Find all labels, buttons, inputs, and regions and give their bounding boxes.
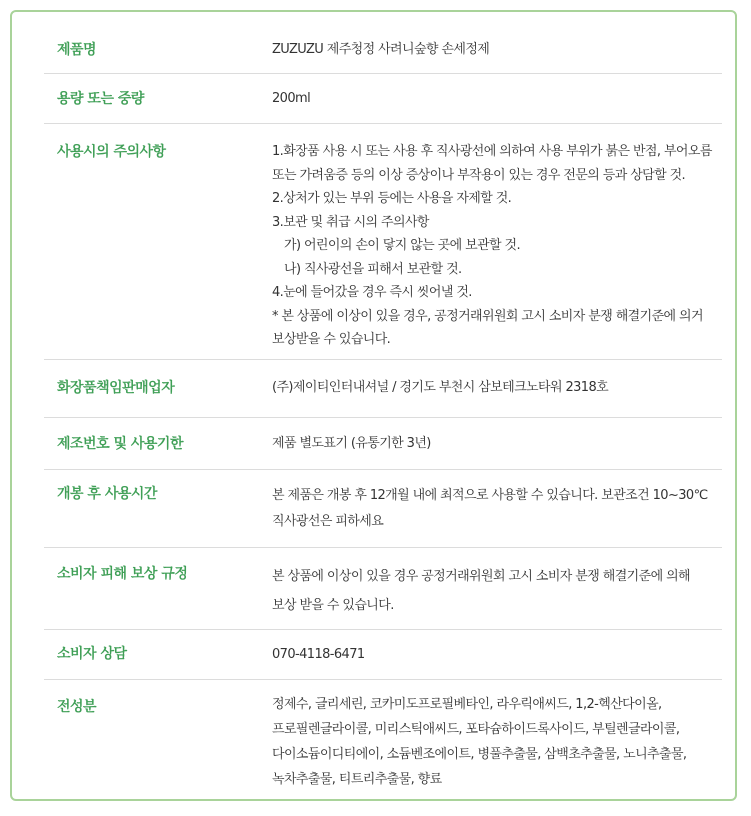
value-line: 프로필렌글라이콜, 미리스틱애씨드, 포타슘하이드록사이드, 부틸렌글라이콜, <box>272 722 680 737</box>
row-value <box>272 562 712 620</box>
row-volume <box>44 74 722 124</box>
value-line: 본 상품에 이상이 있을 경우 공정거래위원회 고시 소비자 분쟁 해결기준에 의해 <box>272 569 690 584</box>
row-label: 전성분 <box>57 699 97 715</box>
value-line: 또는 가려움증 등의 이상 증상이나 부작용이 있는 경우 전문의 등과 상담할 것. <box>272 167 686 183</box>
row-precautions <box>44 124 722 360</box>
row-value <box>272 41 712 59</box>
row-responsible-seller <box>44 360 722 418</box>
value-line: 보상 받을 수 있습니다. <box>272 598 394 613</box>
row-value <box>272 483 712 535</box>
row-label: 소비자 피해 보상 규정 <box>57 566 188 582</box>
value-line: 070-4118-6471 <box>272 647 365 662</box>
value-line: * 본 상품에 이상이 있을 경우, 공정거래위원회 고시 소비자 분쟁 해결기준에 의거 <box>272 308 703 324</box>
product-info-table <box>10 10 737 801</box>
value-line: (주)제이티인터내셔널 / 경기도 부천시 삼보테크노타워 2318호 <box>272 380 609 395</box>
row-product-name <box>44 26 722 74</box>
value-line: 200ml <box>272 91 311 106</box>
row-label: 화장품책임판매업자 <box>57 380 175 396</box>
row-label: 용량 또는 중량 <box>57 91 144 107</box>
row-value <box>272 692 712 792</box>
row-lot-expiry <box>44 418 722 470</box>
value-line: 2.상처가 있는 부위 등에는 사용을 자제할 것. <box>272 191 512 206</box>
value-line: 1.화장품 사용 시 또는 사용 후 직사광선에 의하여 사용 부위가 붉은 반점, 부어오름 <box>272 144 712 159</box>
value-line: 녹차추출물, 티트리추출물, 향료 <box>272 772 442 787</box>
value-line: 나) 직사광선을 피해서 보관할 것. <box>284 261 462 277</box>
row-value <box>272 90 712 108</box>
row-consumer-contact <box>44 630 722 680</box>
row-value <box>272 435 712 453</box>
value-line: 본 제품은 개봉 후 12개월 내에 최적으로 사용할 수 있습니다. 보관조건 10~30℃ <box>272 488 708 503</box>
row-label: 소비자 상담 <box>57 646 127 662</box>
row-label: 제조번호 및 사용기한 <box>57 436 183 452</box>
value-line: ZUZUZU 제주청정 사려니숲향 손세정제 <box>272 42 490 57</box>
row-label: 사용시의 주의사항 <box>57 144 166 160</box>
row-compensation <box>44 548 722 630</box>
row-label: 개봉 후 사용시간 <box>57 486 157 502</box>
value-line: 직사광선은 피하세요 <box>272 514 384 529</box>
value-line: 다이소듐이디티에이, 소듐벤조에이트, 병풀추출물, 삼백초추출물, 노니추출물, <box>272 747 687 762</box>
value-line: 3.보관 및 취급 시의 주의사항 <box>272 214 429 230</box>
value-line: 4.눈에 들어갔을 경우 즉시 씻어낼 것. <box>272 285 472 300</box>
value-line: 정제수, 글리세린, 코카미도프로필베타인, 라우릭애씨드, 1,2-헥산다이올, <box>272 697 662 712</box>
row-label: 제품명 <box>57 42 97 58</box>
value-line: 제품 별도표기 (유통기한 3년) <box>272 436 431 451</box>
value-line: 가) 어린이의 손이 닿지 않는 곳에 보관할 것. <box>284 238 521 253</box>
value-line: 보상받을 수 있습니다. <box>272 332 391 347</box>
row-ingredients <box>44 680 722 800</box>
row-after-opening <box>44 470 722 548</box>
row-value <box>272 140 712 352</box>
row-value <box>272 379 712 397</box>
row-value <box>272 646 712 664</box>
